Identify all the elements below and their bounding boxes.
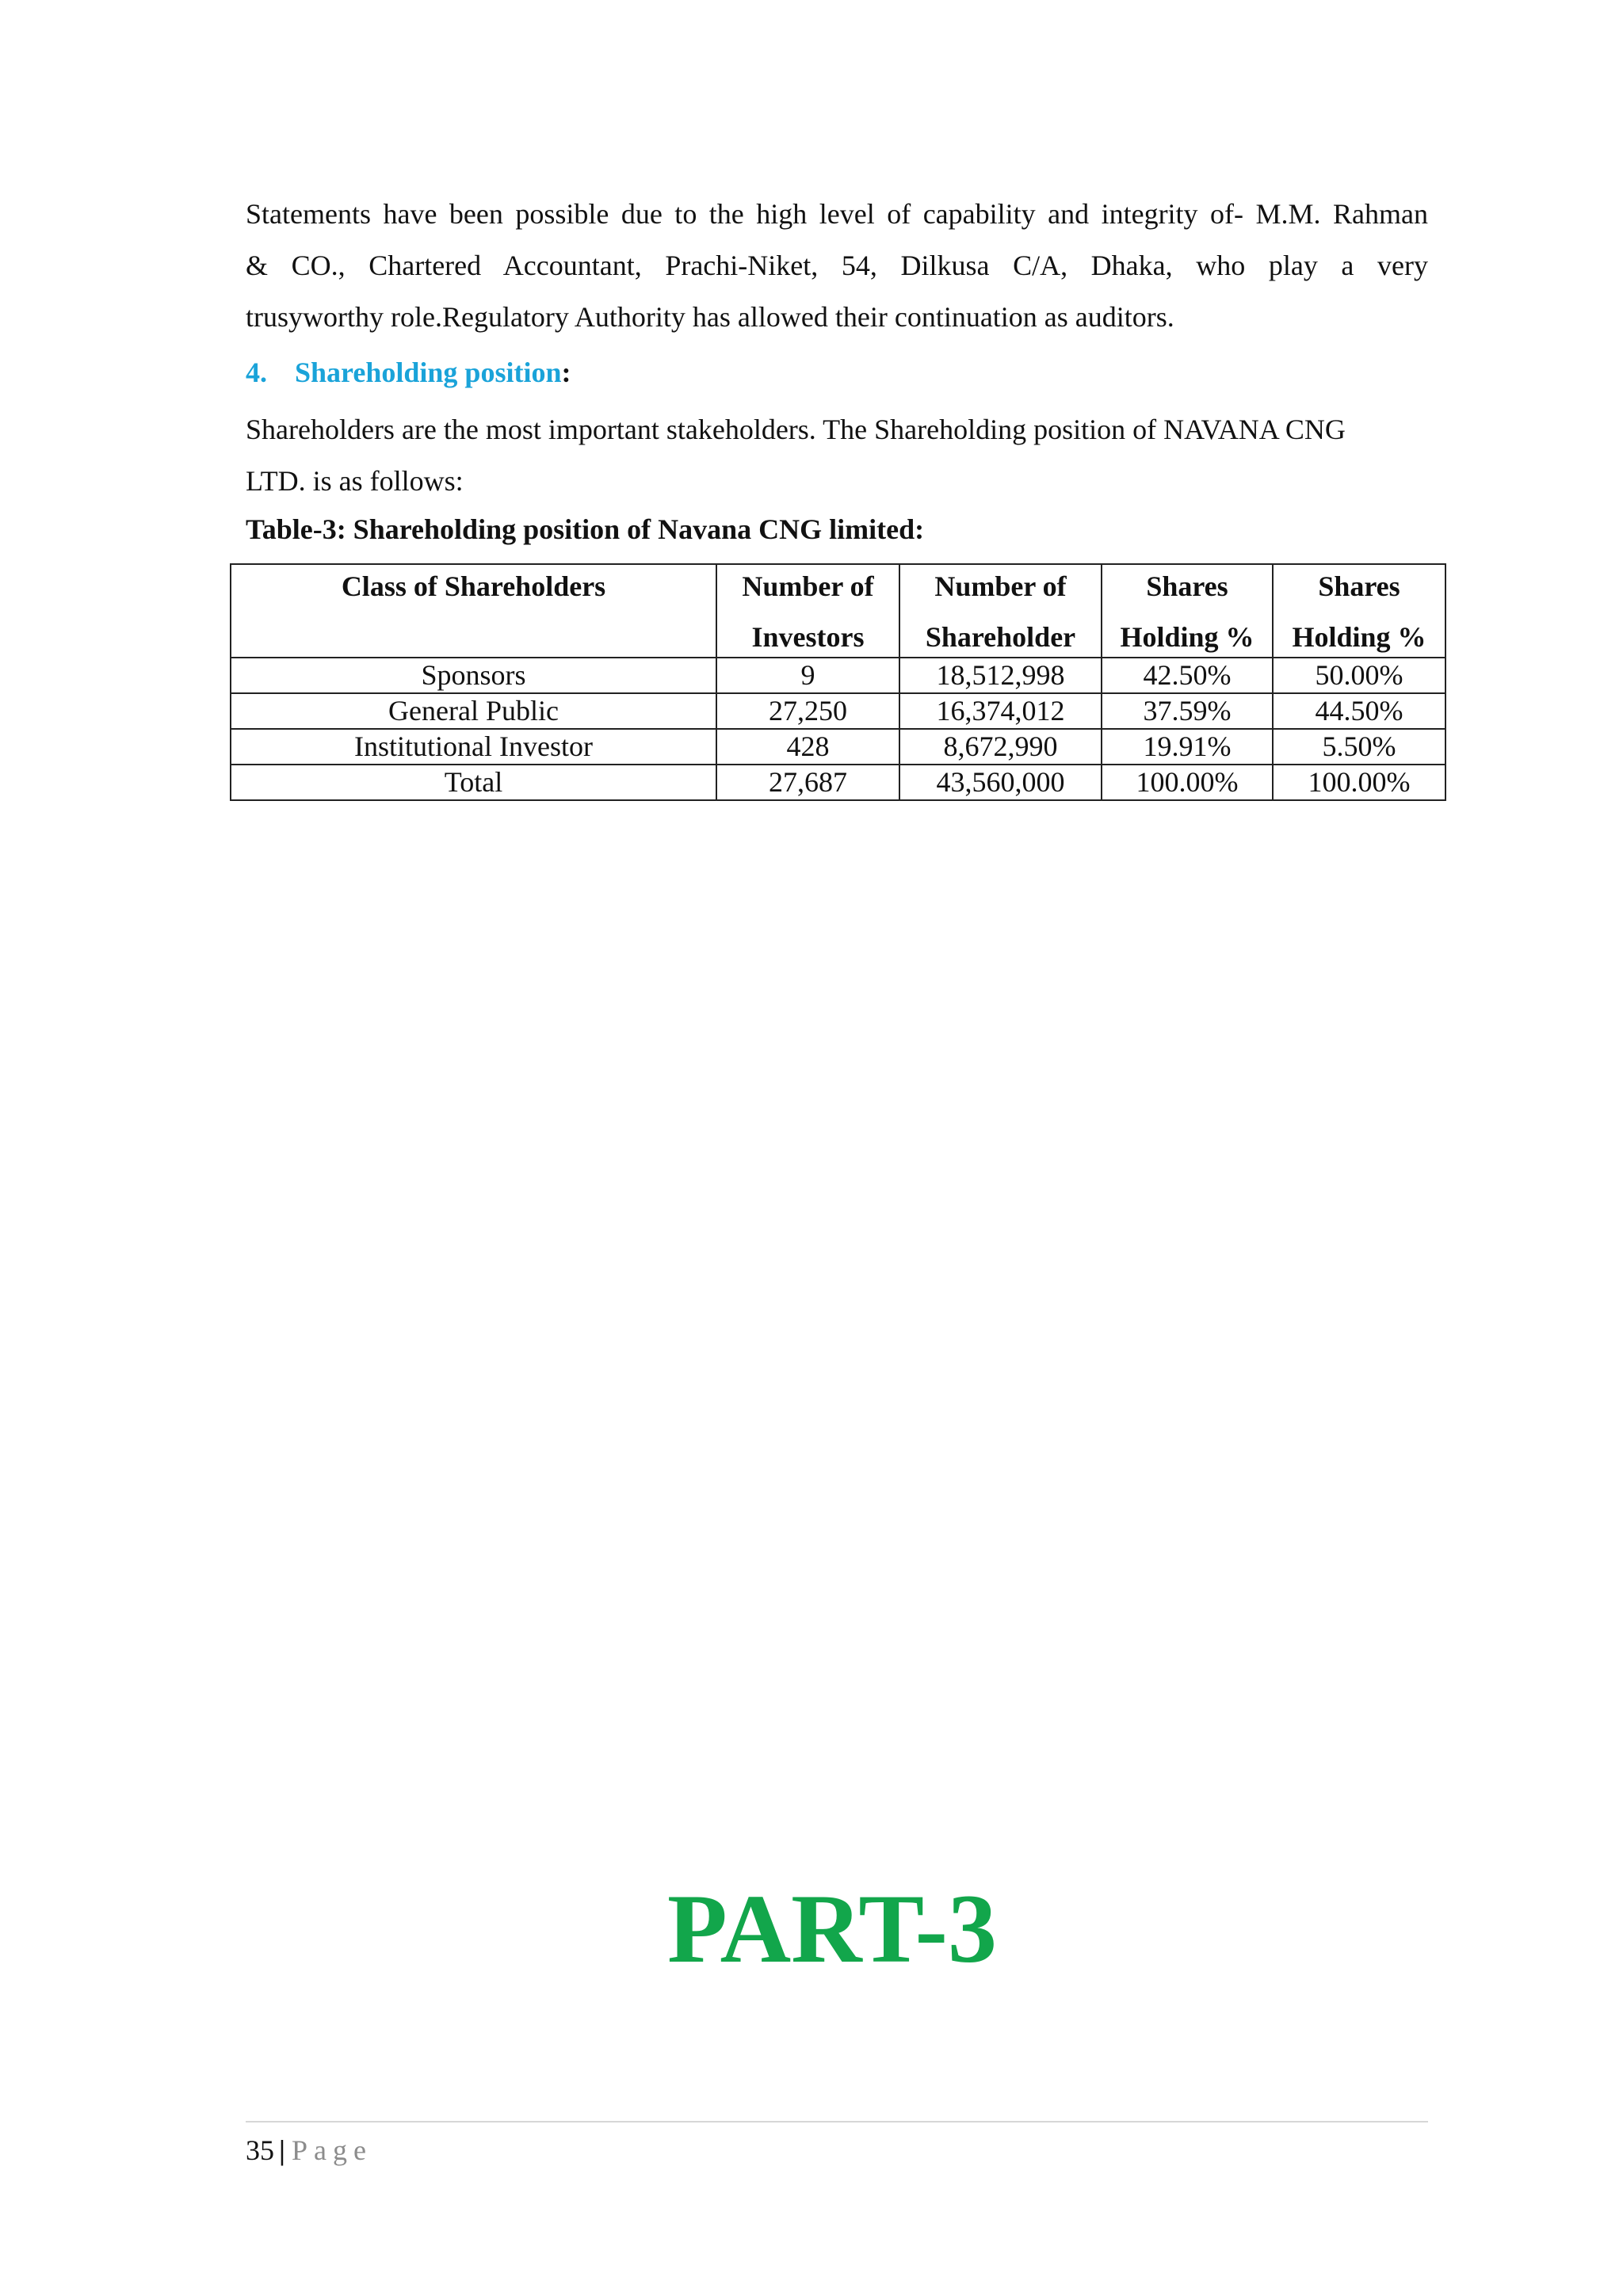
table-cell: 18,512,998 — [899, 658, 1102, 693]
page-number: 35 — [246, 2134, 274, 2166]
section-paragraph — [246, 404, 1428, 507]
table-cell: 37.59% — [1102, 693, 1273, 729]
table-row — [231, 729, 1445, 765]
intro-line-2: & CO., Chartered Accountant, Prachi-Niket, 54, Dilkusa C/A, Dhaka, who play a very — [246, 250, 1428, 281]
table-caption: Table-3: Shareholding position of Navana CNG limited: — [246, 513, 925, 545]
section-number: 4. — [246, 357, 267, 388]
table-row-total — [231, 765, 1445, 800]
table-cell: 27,250 — [716, 693, 899, 729]
table-cell: General Public — [231, 693, 716, 729]
table-row — [231, 693, 1445, 729]
intro-line-1: Statements have been possible due to the high level of capability and integrity of- M.M. Rahman — [246, 198, 1428, 230]
header-shares-holding-1: Shares Holding % — [1102, 564, 1273, 658]
table-cell: 27,687 — [716, 765, 899, 800]
table-cell: 428 — [716, 729, 899, 765]
table-cell: Institutional Investor — [231, 729, 716, 765]
shareholding-table — [230, 563, 1446, 801]
page-label: Page — [291, 2134, 372, 2166]
page-footer — [246, 2128, 372, 2172]
table-cell: 8,672,990 — [899, 729, 1102, 765]
header-number-of-shareholder: Number of Shareholder — [899, 564, 1102, 658]
footer-divider — [246, 2121, 1428, 2122]
table-header-row — [231, 564, 1445, 658]
section-heading — [246, 350, 571, 395]
table-cell: 19.91% — [1102, 729, 1273, 765]
table-cell: 100.00% — [1273, 765, 1445, 800]
header-number-of-investors: Number of Investors — [716, 564, 899, 658]
table-cell: 50.00% — [1273, 658, 1445, 693]
table-cell: 44.50% — [1273, 693, 1445, 729]
part-title: PART-3 — [667, 1875, 997, 1983]
section-title: Shareholding position — [295, 357, 562, 388]
table-cell: 16,374,012 — [899, 693, 1102, 729]
table-cell: 42.50% — [1102, 658, 1273, 693]
header-class-of-shareholders: Class of Shareholders — [231, 564, 716, 658]
table-cell: 5.50% — [1273, 729, 1445, 765]
table-cell: Total — [231, 765, 716, 800]
table-cell: Sponsors — [231, 658, 716, 693]
section-colon: : — [561, 357, 571, 388]
table-cell: 100.00% — [1102, 765, 1273, 800]
section-line-1: Shareholders are the most important stakeholders. The Shareholding position of NAVANA CNG — [246, 414, 1346, 445]
header-shares-holding-2: Shares Holding % — [1273, 564, 1445, 658]
table-row — [231, 658, 1445, 693]
intro-line-3: trusyworthy role.Regulatory Authority has allowed their continuation as auditors. — [246, 301, 1174, 333]
intro-paragraph — [246, 189, 1428, 343]
table-cell: 43,560,000 — [899, 765, 1102, 800]
footer-separator: | — [279, 2134, 285, 2166]
section-line-2: LTD. is as follows: — [246, 465, 464, 497]
table-cell: 9 — [716, 658, 899, 693]
